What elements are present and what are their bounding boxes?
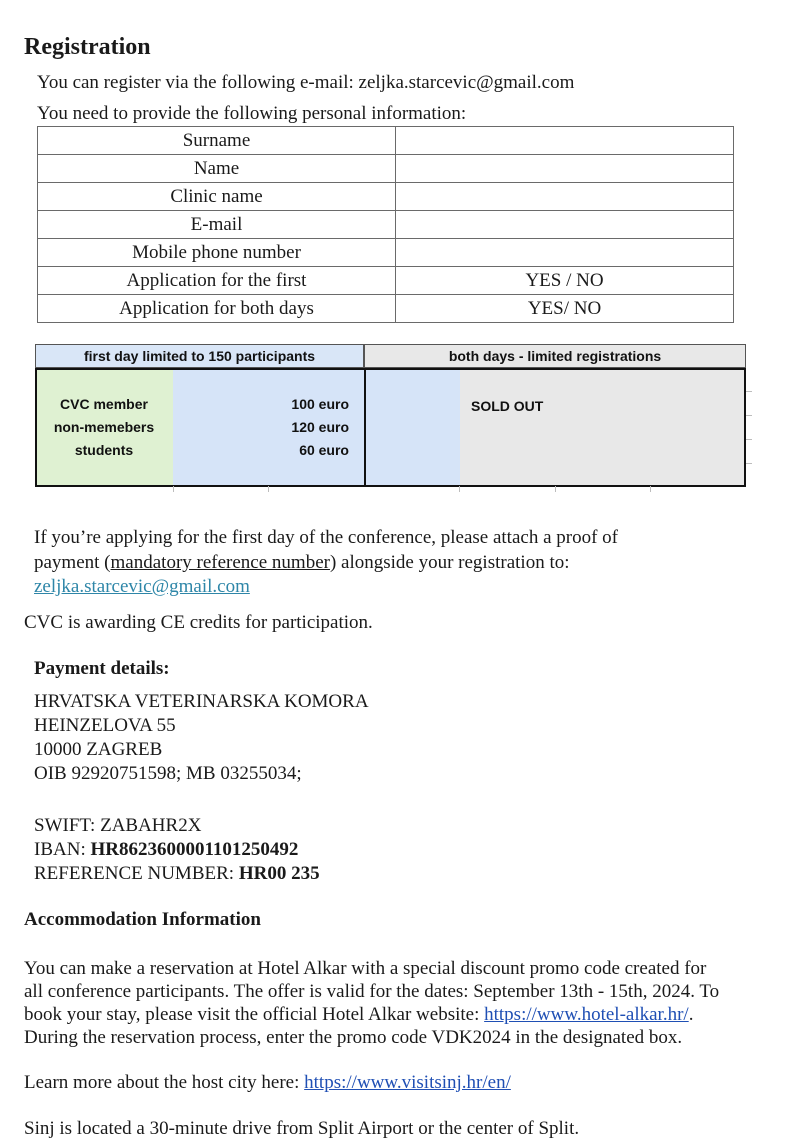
ce-credits-note: CVC is awarding CE credits for participation.: [24, 612, 373, 633]
sold-out-status: SOLD OUT: [471, 398, 544, 414]
table-row: [38, 183, 734, 211]
proof-line-2: [34, 551, 570, 574]
accommodation-line-4: During the reservation process, enter the promo code VDK2024 in the designated box.: [24, 1027, 683, 1048]
both-days-value: YES/ NO: [396, 295, 734, 323]
proof-line-1: If you’re applying for the first day of the conference, please attach a proof of: [34, 527, 618, 548]
host-city-link[interactable]: https://www.visitsinj.hr/en/: [304, 1072, 511, 1093]
cvc-member-price: 100 euro: [291, 396, 349, 412]
both-days-header: both days - limited registrations: [364, 344, 746, 368]
accommodation-heading: Accommodation Information: [24, 909, 261, 930]
table-row: [38, 267, 734, 295]
column-divider: [364, 368, 366, 487]
students-price: 60 euro: [299, 442, 349, 458]
accommodation-line-3-start: book your stay, please visit the official Hotel Alkar website:: [24, 1004, 485, 1025]
proof-line-2-start: payment (: [34, 552, 111, 573]
email-label: E-mail: [38, 211, 396, 239]
clinic-name-label: Clinic name: [38, 183, 396, 211]
clinic-name-value: [396, 183, 734, 211]
table-row: [38, 127, 734, 155]
hotel-website-link[interactable]: https://www.hotel-alkar.hr/: [484, 1004, 689, 1025]
mobile-value: [396, 239, 734, 267]
registration-email-line: You can register via the following e-mail: zeljka.starcevic@gmail.com: [37, 72, 575, 93]
registration-email-link[interactable]: zeljka.starcevic@gmail.com: [34, 576, 250, 597]
grid-tick: [173, 486, 174, 492]
reference-label: REFERENCE NUMBER:: [34, 863, 239, 884]
mobile-label: Mobile phone number: [38, 239, 396, 267]
payment-line: 10000 ZAGREB: [34, 739, 163, 760]
non-members-price: 120 euro: [291, 419, 349, 435]
personal-info-line: You need to provide the following personal information:: [37, 103, 467, 124]
surname-label: Surname: [38, 127, 396, 155]
grid-tick: [746, 463, 752, 464]
name-label: Name: [38, 155, 396, 183]
grid-tick: [746, 439, 752, 440]
table-row: [38, 239, 734, 267]
grid-tick: [746, 391, 752, 392]
payment-line: HRVATSKA VETERINARSKA KOMORA: [34, 691, 369, 712]
host-city-line: [24, 1071, 511, 1094]
proof-line-2-end: ) alongside your registration to:: [329, 552, 570, 573]
table-row: [38, 211, 734, 239]
first-day-value: YES / NO: [396, 267, 734, 295]
non-members-label: non-memebers: [53, 419, 155, 435]
reference-value: HR00 235: [238, 863, 320, 884]
table-row: [38, 155, 734, 183]
accommodation-line-3-end: .: [688, 1004, 694, 1025]
swift-line: SWIFT: ZABAHR2X: [34, 815, 202, 836]
name-value: [396, 155, 734, 183]
first-day-header: first day limited to 150 participants: [35, 344, 364, 368]
reference-line: [34, 862, 320, 885]
cvc-member-label: CVC member: [60, 396, 148, 412]
students-label: students: [74, 442, 134, 458]
iban-value: HR8623600001101250492: [90, 839, 299, 860]
grid-tick: [268, 486, 269, 492]
host-city-text: Learn more about the host city here:: [24, 1072, 305, 1093]
iban-label: IBAN:: [34, 839, 91, 860]
accommodation-line-1: You can make a reservation at Hotel Alkar with a special discount promo code created for: [24, 958, 707, 979]
iban-line: [34, 838, 298, 861]
price-table: [35, 344, 746, 487]
payment-line: OIB 92920751598; MB 03255034;: [34, 763, 302, 784]
page-title: Registration: [24, 34, 151, 60]
email-value: [396, 211, 734, 239]
grid-tick: [555, 486, 556, 492]
accommodation-line-2: all conference participants. The offer is valid for the dates: September 13th - 15th, 2024. To: [24, 981, 720, 1002]
accommodation-line-3: [24, 1003, 693, 1026]
mandatory-reference-text: mandatory reference number: [110, 552, 330, 573]
location-note: Sinj is located a 30-minute drive from Split Airport or the center of Split.: [24, 1118, 580, 1139]
payment-line: HEINZELOVA 55: [34, 715, 176, 736]
surname-value: [396, 127, 734, 155]
both-days-label: Application for both days: [38, 295, 396, 323]
personal-info-table: [37, 126, 734, 323]
table-row: [38, 295, 734, 323]
first-day-label: Application for the first: [38, 267, 396, 295]
payment-heading: Payment details:: [34, 658, 170, 679]
grid-tick: [746, 415, 752, 416]
grid-tick: [650, 486, 651, 492]
grid-tick: [459, 486, 460, 492]
